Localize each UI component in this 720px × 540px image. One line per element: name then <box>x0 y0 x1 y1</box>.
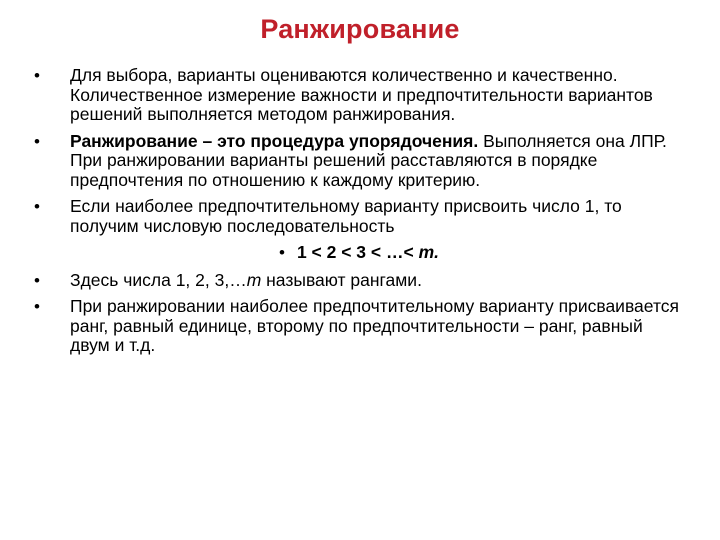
bullet-text: Для выбора, варианты оцениваются количественно и качественно. Количественное измерение важности и предпочтительности вариантов решений выполняется методом ранжирования. <box>70 65 653 124</box>
bullet-icon: • <box>34 131 40 151</box>
bullet-text: Здесь числа 1, 2, 3,… <box>70 269 247 290</box>
bullet-item-5 <box>34 297 684 356</box>
bullet-icon: • <box>34 297 40 316</box>
sequence-formula: 1 < 2 < 3 < …< <box>296 242 414 262</box>
bullet-item-3 <box>34 197 684 236</box>
bullet-item-2 <box>34 132 684 191</box>
sequence-item <box>34 243 684 263</box>
variable-m: m <box>246 269 262 290</box>
bullet-text-end: называют рангами. <box>261 269 422 290</box>
bullet-icon: • <box>34 270 40 290</box>
bullet-text: При ранжировании наиболее предпочтительному варианту присваивается ранг, равный единице, второму по предпочтительности – ранг, равный двум и т.д. <box>70 296 679 355</box>
bullet-icon: • <box>278 243 285 262</box>
bullet-item-1 <box>34 66 684 125</box>
bullet-icon: • <box>34 197 40 216</box>
slide-title: Ранжирование <box>260 14 460 44</box>
definition-text: Ранжирование – это процедура упорядочения. <box>70 130 479 151</box>
bullet-icon: • <box>34 66 40 85</box>
bullet-item-4 <box>34 271 684 291</box>
bullet-list <box>34 66 684 363</box>
sequence-variable: m. <box>418 242 439 262</box>
bullet-text: Выполняется она ЛПР. При ранжировании варианты решений расставляются в порядке предпочтения по отношению к каждому критерию. <box>70 130 667 190</box>
bullet-text: Если наиболее предпочтительному варианту присвоить число 1, то получим числовую последовательность <box>70 196 622 236</box>
